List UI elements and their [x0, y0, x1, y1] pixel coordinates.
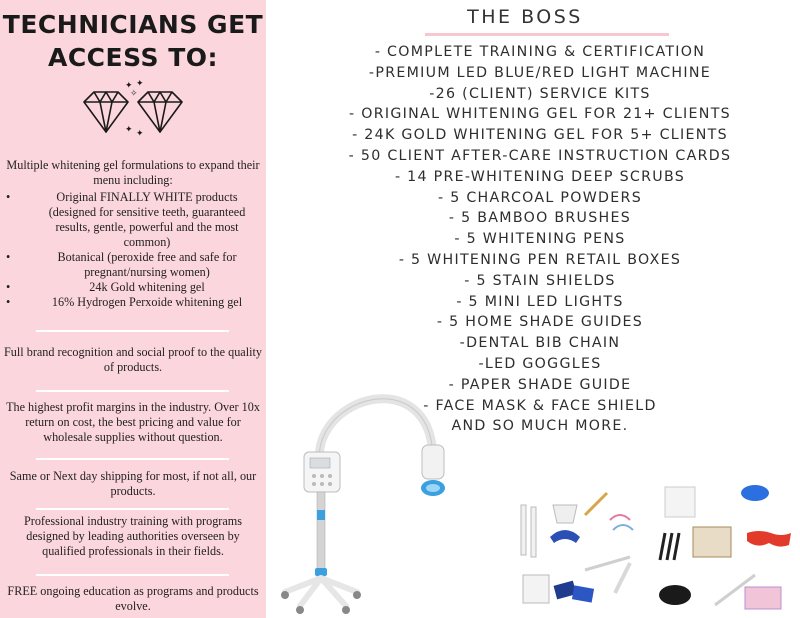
list-item: • 24k Gold whitening gel	[4, 280, 262, 295]
list-item: -26 (CLIENT) SERVICE KITS	[429, 85, 651, 102]
diamonds-icon	[78, 80, 188, 140]
benefit-text: Full brand recognition and social proof to the quality of products.	[4, 345, 262, 374]
led-whitening-machine-image	[280, 370, 460, 618]
list-item: - 5 WHITENING PEN RETAIL BOXES	[398, 251, 682, 268]
list-item: - 5 BAMBOO BRUSHES	[448, 210, 632, 227]
list-item: • 16% Hydrogen Perxoide whitening gel	[4, 295, 262, 310]
divider	[36, 508, 229, 510]
list-item: - 5 MINI LED LIGHTS	[456, 293, 624, 310]
list-item: • Original FINALLY WHITE products (designed for sensitive teeth, guaranteed results, gentle, powerful and the most common)	[4, 190, 262, 250]
divider	[36, 574, 229, 576]
benefit-text: Professional industry training with programs designed by leading authorities overseen by qualified professionals in their fields.	[24, 514, 242, 558]
benefit-text: The highest profit margins in the industry. Over 10x return on cost, the best pricing and value for wholesale supplies without question.	[6, 400, 260, 444]
list-item: - PAPER SHADE GUIDE	[448, 376, 632, 393]
gel-list	[4, 190, 262, 310]
benefit-text: FREE ongoing education as programs and products evolve.	[7, 584, 259, 613]
list-item: • Botanical (peroxide free and safe for pregnant/nursing women)	[4, 250, 262, 280]
boss-title: THE BOSS	[467, 6, 583, 28]
list-item: - ORIGINAL WHITENING GEL FOR 21+ CLIENTS	[349, 106, 731, 123]
list-item: - 5 STAIN SHIELDS	[464, 272, 616, 289]
title-underline	[425, 33, 669, 36]
svg-text:✦: ✦	[125, 125, 133, 135]
list-item: - 5 CHARCOAL POWDERS	[437, 189, 643, 206]
list-item: -PREMIUM LED BLUE/RED LIGHT MACHINE	[368, 64, 712, 81]
divider	[36, 390, 229, 392]
list-item: - 5 HOME SHADE GUIDES	[436, 314, 644, 331]
kit-products-image	[515, 475, 800, 618]
list-item: - FACE MASK & FACE SHIELD	[423, 397, 657, 414]
list-item: - 14 PRE-WHITENING DEEP SCRUBS	[394, 168, 686, 185]
svg-text:✦: ✦	[136, 129, 144, 139]
list-item: - COMPLETE TRAINING & CERTIFICATION	[374, 44, 706, 60]
svg-text:✦: ✦	[136, 80, 144, 89]
svg-text:✦: ✦	[125, 81, 133, 91]
list-item: -LED GOGGLES	[478, 355, 602, 372]
list-item: - 5 WHITENING PENS	[454, 231, 626, 248]
left-panel-title: TECHNICIANS GET ACCESS TO:	[2, 10, 264, 72]
gel-intro-text: Multiple whitening gel formulations to expand their menu including:	[6, 158, 260, 187]
divider	[36, 458, 229, 460]
list-item: -DENTAL BIB CHAIN	[459, 335, 621, 352]
benefit-text: Same or Next day shipping for most, if not all, our products.	[9, 469, 257, 498]
svg-text:✧: ✧	[130, 89, 138, 99]
left-panel	[0, 0, 266, 618]
list-item: - 24K GOLD WHITENING GEL FOR 5+ CLIENTS	[352, 127, 728, 144]
divider	[36, 330, 229, 332]
list-item: AND SO MUCH MORE.	[451, 418, 629, 435]
list-item: - 50 CLIENT AFTER-CARE INSTRUCTION CARDS	[348, 147, 732, 164]
